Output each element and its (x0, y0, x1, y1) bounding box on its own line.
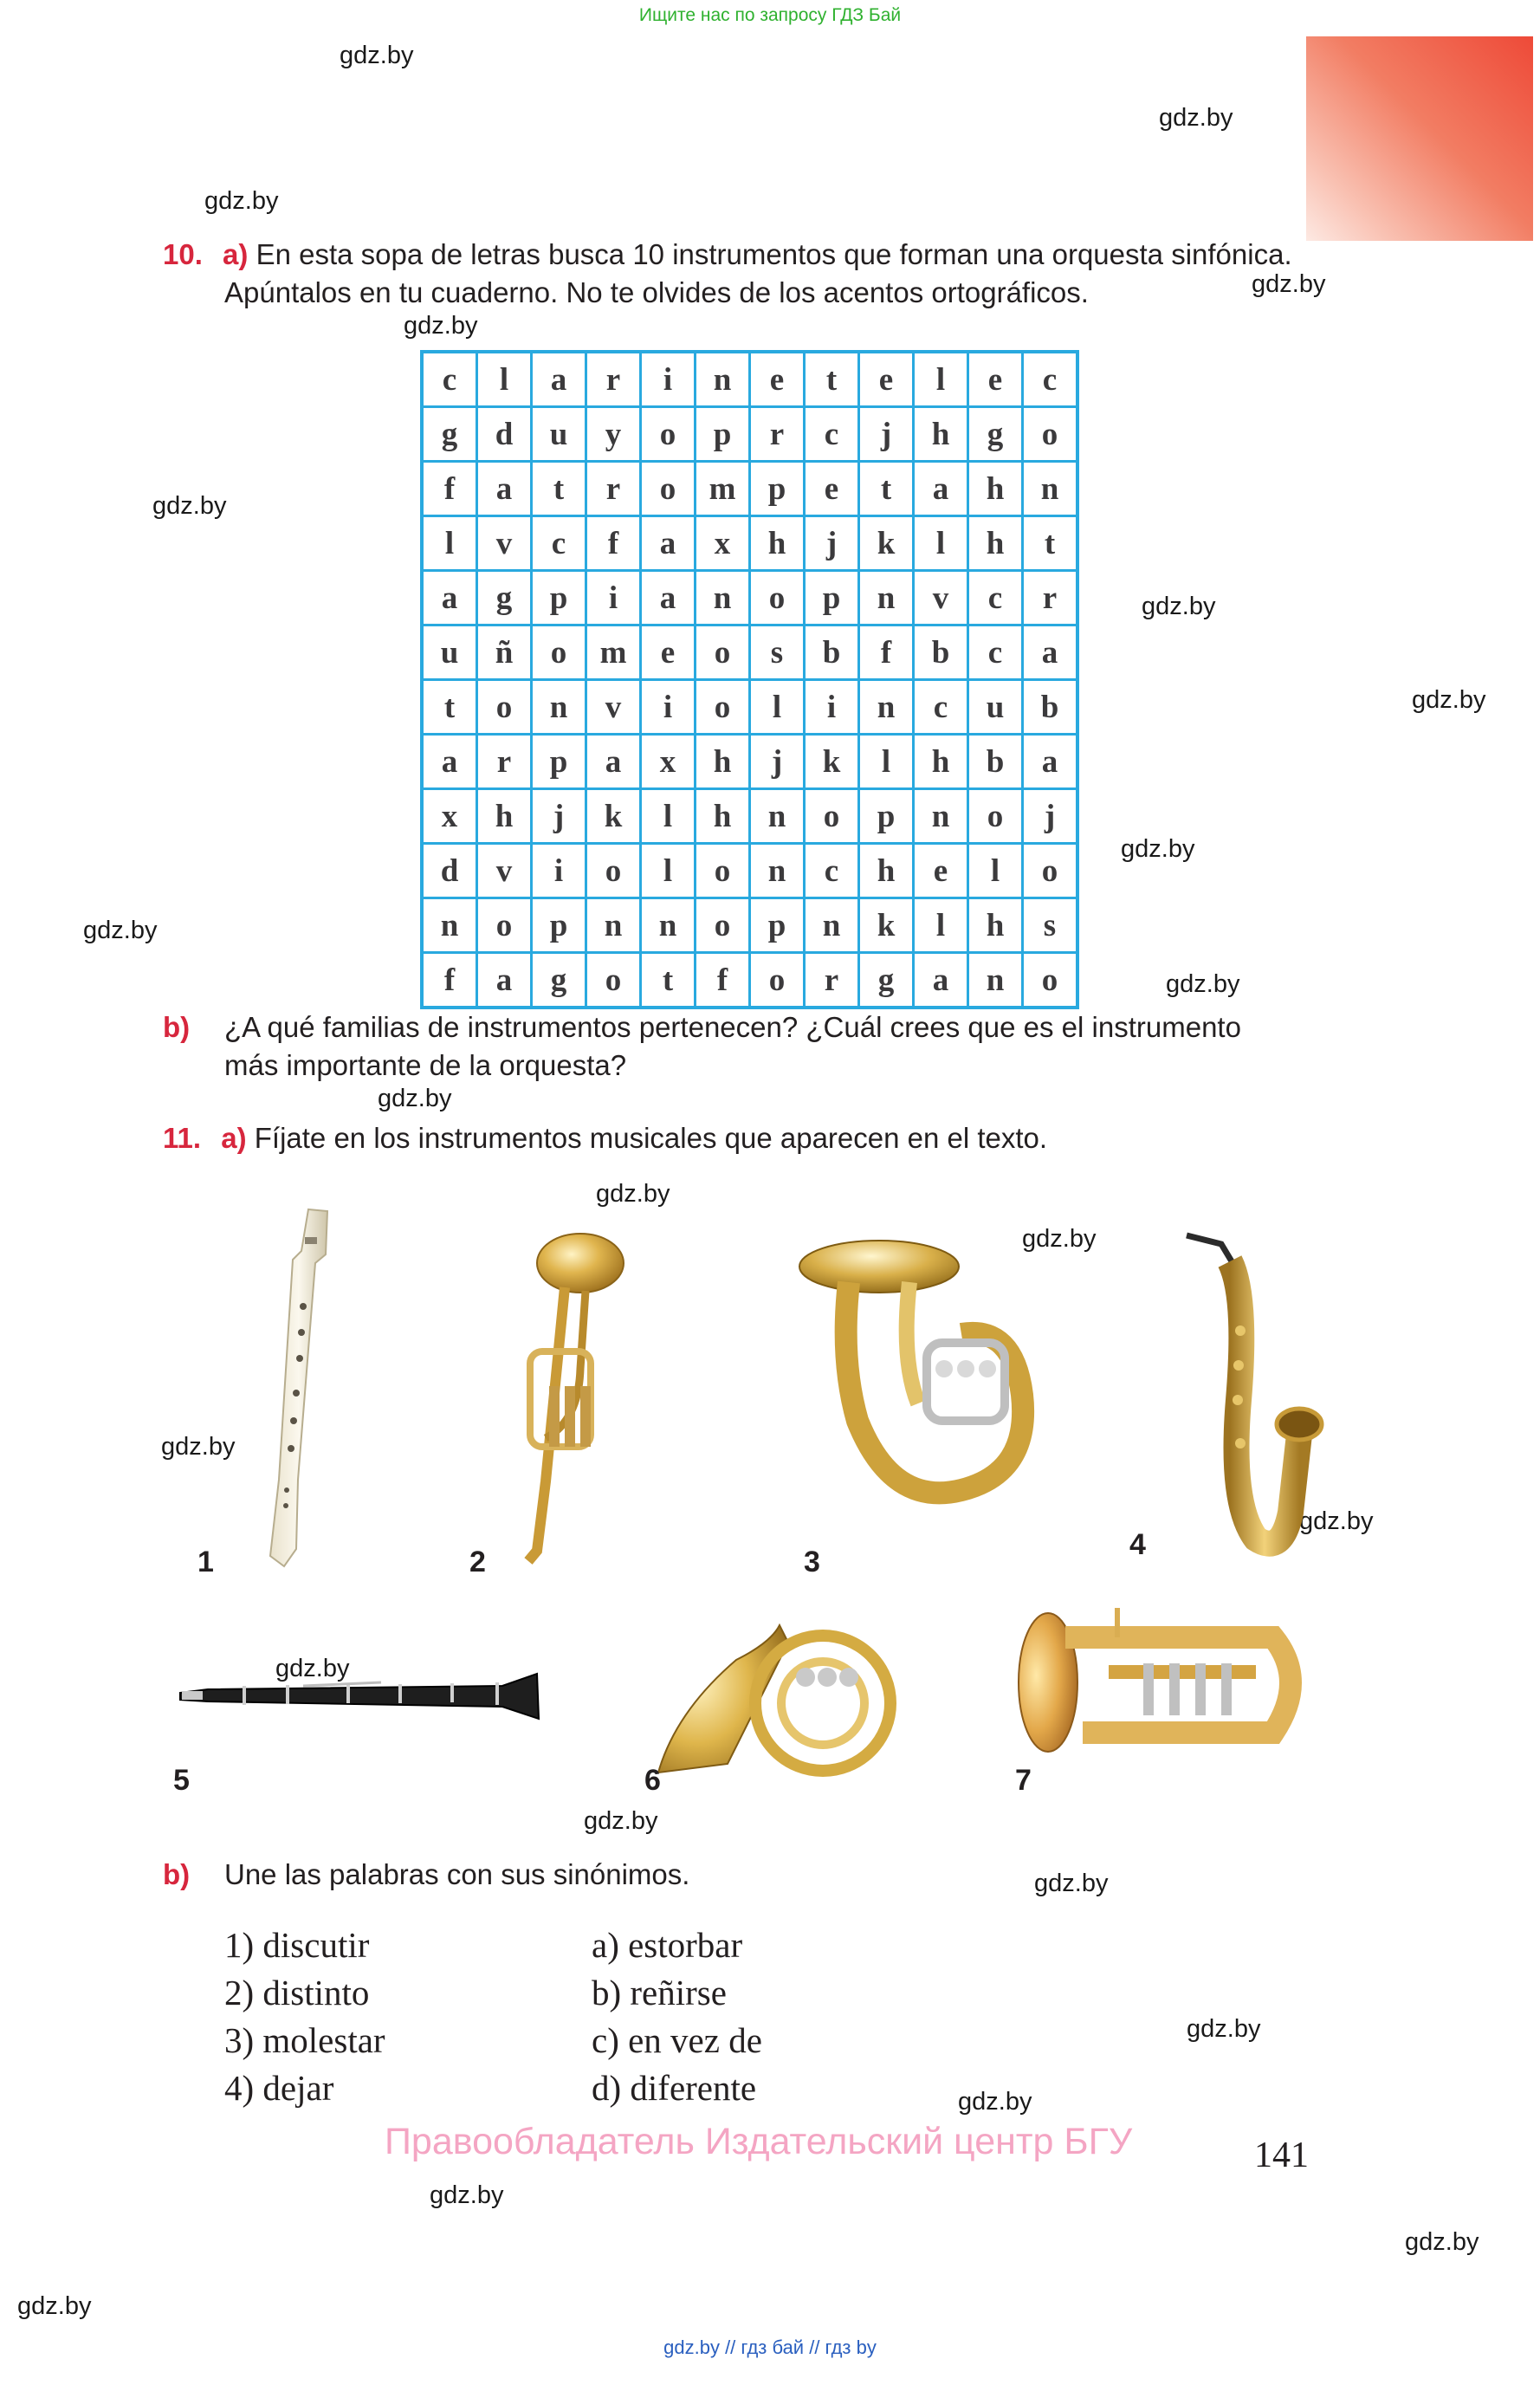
grid-cell: i (805, 680, 859, 735)
watermark: gdz.by (1187, 2015, 1261, 2043)
watermark: gdz.by (1252, 270, 1326, 298)
grid-cell: f (696, 953, 750, 1008)
grid-cell: j (750, 735, 805, 789)
task-text: más importante de la orquesta? (224, 1049, 627, 1081)
task-text: Une las palabras con sus sinónimos. (224, 1858, 690, 1890)
grid-cell: h (968, 898, 1023, 953)
subtask-label: a) (223, 238, 249, 270)
euphonium-icon (1013, 1603, 1317, 1776)
grid-cell: f (859, 625, 914, 680)
watermark: gdz.by (958, 2088, 1032, 2116)
grid-cell: n (532, 680, 586, 735)
grid-row (422, 516, 1077, 571)
grid-cell: l (968, 844, 1023, 898)
grid-cell: o (1023, 953, 1078, 1008)
grid-cell: h (859, 844, 914, 898)
watermark: gdz.by (340, 42, 414, 69)
grid-cell: o (586, 844, 641, 898)
grid-cell: ñ (477, 625, 532, 680)
grid-cell: a (1023, 735, 1078, 789)
task-text: Apúntalos en tu cuaderno. No te olvides de los acentos ortográficos. (224, 276, 1089, 308)
watermark: gdz.by (1034, 1870, 1109, 1897)
watermark: gdz.by (83, 917, 158, 944)
grid-row (422, 789, 1077, 844)
grid-cell: p (859, 789, 914, 844)
watermark: gdz.by (1405, 2228, 1479, 2256)
grid-cell: i (641, 352, 696, 407)
footer-links[interactable]: gdz.by // гдз бай // гдз by (663, 2336, 877, 2358)
grid-cell: g (859, 953, 914, 1008)
recorder-icon (232, 1202, 353, 1575)
grid-cell: t (422, 680, 477, 735)
grid-cell: o (750, 953, 805, 1008)
grid-cell: a (477, 462, 532, 516)
grid-cell: n (859, 571, 914, 625)
grid-cell: d (477, 407, 532, 462)
saxophone-icon (1169, 1227, 1325, 1565)
grid-cell: o (586, 953, 641, 1008)
grid-cell: r (586, 462, 641, 516)
grid-cell: s (1023, 898, 1078, 953)
grid-cell: a (914, 953, 968, 1008)
grid-row (422, 898, 1077, 953)
grid-cell: g (532, 953, 586, 1008)
grid-cell: e (968, 352, 1023, 407)
grid-cell: s (750, 625, 805, 680)
grid-cell: j (1023, 789, 1078, 844)
grid-cell: j (805, 516, 859, 571)
grid-cell: a (641, 571, 696, 625)
grid-cell: a (914, 462, 968, 516)
grid-cell: o (532, 625, 586, 680)
watermark: gdz.by (1022, 1225, 1097, 1253)
grid-cell: g (477, 571, 532, 625)
grid-cell: o (750, 571, 805, 625)
grid-cell: a (532, 352, 586, 407)
grid-cell: u (968, 680, 1023, 735)
grid-cell: n (859, 680, 914, 735)
synonym-word: 2) distinto (224, 1973, 370, 2012)
watermark: gdz.by (17, 2292, 92, 2320)
grid-cell: p (532, 898, 586, 953)
grid-cell: e (914, 844, 968, 898)
grid-cell: c (805, 844, 859, 898)
grid-row (422, 953, 1077, 1008)
grid-cell: n (968, 953, 1023, 1008)
watermark: gdz.by (596, 1180, 670, 1208)
grid-cell: h (968, 516, 1023, 571)
grid-cell: a (422, 571, 477, 625)
synonym-word: c) en vez de (592, 2020, 762, 2060)
grid-cell: h (696, 789, 750, 844)
grid-cell: c (532, 516, 586, 571)
grid-cell: o (696, 680, 750, 735)
grid-cell: n (696, 571, 750, 625)
grid-cell: l (750, 680, 805, 735)
watermark: gdz.by (204, 187, 279, 215)
grid-cell: k (586, 789, 641, 844)
grid-cell: f (422, 462, 477, 516)
watermark: gdz.by (584, 1807, 658, 1835)
watermark: gdz.by (161, 1433, 236, 1461)
grid-row (422, 462, 1077, 516)
grid-row (422, 680, 1077, 735)
top-banner[interactable]: Ищите нас по запросу ГДЗ Бай (638, 5, 902, 25)
grid-cell: x (641, 735, 696, 789)
grid-row (422, 844, 1077, 898)
grid-cell: r (805, 953, 859, 1008)
grid-cell: x (696, 516, 750, 571)
grid-cell: n (750, 789, 805, 844)
grid-cell: h (696, 735, 750, 789)
watermark: gdz.by (378, 1085, 452, 1112)
grid-cell: l (914, 352, 968, 407)
watermark: gdz.by (152, 492, 227, 520)
clarinet-icon (173, 1662, 546, 1731)
image-label: 2 (469, 1546, 486, 1578)
synonym-word: a) estorbar (592, 1925, 743, 1965)
subtask-label: b) (163, 1011, 191, 1043)
grid-cell: t (1023, 516, 1078, 571)
grid-cell: y (586, 407, 641, 462)
grid-cell: v (477, 844, 532, 898)
grid-cell: m (586, 625, 641, 680)
grid-cell: o (696, 844, 750, 898)
grid-cell: k (859, 898, 914, 953)
grid-cell: m (696, 462, 750, 516)
grid-cell: f (422, 953, 477, 1008)
grid-cell: n (641, 898, 696, 953)
grid-cell: c (805, 407, 859, 462)
grid-cell: n (696, 352, 750, 407)
image-label: 6 (644, 1764, 661, 1797)
image-label: 3 (804, 1546, 820, 1578)
watermark: gdz.by (1159, 104, 1233, 132)
grid-cell: p (750, 898, 805, 953)
subtask-label: a) (221, 1122, 247, 1154)
grid-cell: i (586, 571, 641, 625)
grid-cell: o (641, 462, 696, 516)
image-label: 5 (173, 1764, 190, 1797)
grid-cell: h (968, 462, 1023, 516)
grid-cell: p (532, 571, 586, 625)
grid-cell: n (586, 898, 641, 953)
watermark: gdz.by (275, 1655, 350, 1682)
grid-cell: l (422, 516, 477, 571)
grid-cell: o (477, 680, 532, 735)
synonym-word: 3) molestar (224, 2020, 385, 2060)
grid-cell: c (422, 352, 477, 407)
word-search-grid (420, 350, 1079, 1009)
task10-a (163, 236, 1332, 274)
grid-cell: c (1023, 352, 1078, 407)
grid-row (422, 352, 1077, 407)
grid-cell: b (914, 625, 968, 680)
grid-cell: a (641, 516, 696, 571)
grid-cell: g (422, 407, 477, 462)
grid-row (422, 407, 1077, 462)
task-text: ¿A qué familias de instrumentos pertenecen? ¿Cuál crees que es el instrumento (224, 1011, 1241, 1043)
grid-cell: o (968, 789, 1023, 844)
grid-cell: t (859, 462, 914, 516)
grid-cell: f (586, 516, 641, 571)
grid-cell: p (750, 462, 805, 516)
grid-cell: x (422, 789, 477, 844)
grid-cell: o (641, 407, 696, 462)
watermark: gdz.by (404, 312, 478, 340)
grid-cell: l (641, 844, 696, 898)
grid-cell: p (696, 407, 750, 462)
grid-cell: d (422, 844, 477, 898)
grid-cell: h (914, 407, 968, 462)
grid-cell: e (859, 352, 914, 407)
synonym-word: b) reñirse (592, 1973, 727, 2012)
page-number: 141 (1254, 2135, 1309, 2175)
grid-cell: t (641, 953, 696, 1008)
grid-cell: n (914, 789, 968, 844)
grid-cell: n (422, 898, 477, 953)
grid-cell: j (859, 407, 914, 462)
grid-cell: l (914, 898, 968, 953)
grid-row (422, 571, 1077, 625)
grid-cell: l (914, 516, 968, 571)
grid-cell: u (532, 407, 586, 462)
synonyms-right-column (592, 1922, 762, 2112)
subtask-label: b) (163, 1858, 191, 1890)
grid-cell: b (1023, 680, 1078, 735)
watermark: gdz.by (430, 2181, 504, 2209)
task-text: En esta sopa de letras busca 10 instrumentos que forman una orquesta sinfónica. (256, 238, 1292, 270)
image-label: 4 (1129, 1528, 1146, 1561)
synonym-word: 1) discutir (224, 1925, 370, 1965)
grid-cell: l (477, 352, 532, 407)
trumpet-icon (485, 1222, 641, 1568)
grid-cell: v (914, 571, 968, 625)
grid-row (422, 735, 1077, 789)
grid-cell: k (805, 735, 859, 789)
grid-cell: v (586, 680, 641, 735)
watermark: gdz.by (1121, 835, 1195, 863)
grid-cell: c (968, 571, 1023, 625)
grid-cell: u (422, 625, 477, 680)
grid-cell: e (805, 462, 859, 516)
synonym-word: 4) dejar (224, 2068, 334, 2108)
grid-cell: l (859, 735, 914, 789)
watermark: gdz.by (1412, 686, 1486, 714)
grid-cell: h (750, 516, 805, 571)
grid-row (422, 625, 1077, 680)
tenor-horn-icon (797, 1230, 1057, 1525)
corner-decoration (1306, 36, 1533, 241)
synonym-word: d) diferente (592, 2068, 757, 2108)
task-number: 10. (163, 238, 203, 270)
grid-cell: i (641, 680, 696, 735)
grid-cell: k (859, 516, 914, 571)
image-label: 1 (197, 1546, 214, 1578)
grid-cell: o (477, 898, 532, 953)
grid-cell: i (532, 844, 586, 898)
grid-cell: n (1023, 462, 1078, 516)
grid-cell: h (914, 735, 968, 789)
grid-cell: g (968, 407, 1023, 462)
grid-cell: v (477, 516, 532, 571)
grid-cell: o (1023, 844, 1078, 898)
grid-cell: n (750, 844, 805, 898)
grid-cell: p (532, 735, 586, 789)
grid-cell: a (1023, 625, 1078, 680)
grid-cell: r (477, 735, 532, 789)
copyright-notice: Правообладатель Издательский центр БГУ (385, 2121, 1133, 2162)
grid-cell: a (477, 953, 532, 1008)
grid-cell: p (805, 571, 859, 625)
grid-cell: n (805, 898, 859, 953)
grid-cell: t (805, 352, 859, 407)
grid-cell: e (750, 352, 805, 407)
grid-cell: a (586, 735, 641, 789)
grid-cell: o (696, 625, 750, 680)
grid-cell: e (641, 625, 696, 680)
grid-cell: b (805, 625, 859, 680)
image-label: 7 (1015, 1764, 1032, 1797)
grid-cell: o (696, 898, 750, 953)
watermark: gdz.by (1299, 1507, 1374, 1535)
grid-cell: j (532, 789, 586, 844)
grid-cell: t (532, 462, 586, 516)
grid-cell: c (968, 625, 1023, 680)
synonyms-left-column (224, 1922, 385, 2112)
grid-cell: l (641, 789, 696, 844)
grid-cell: r (1023, 571, 1078, 625)
task-number: 11. (163, 1122, 202, 1154)
task11-a (163, 1119, 1375, 1157)
grid-cell: o (1023, 407, 1078, 462)
grid-cell: r (750, 407, 805, 462)
watermark: gdz.by (1142, 593, 1216, 620)
grid-cell: a (422, 735, 477, 789)
french-horn-icon (641, 1591, 927, 1798)
watermark: gdz.by (1166, 970, 1240, 998)
grid-cell: h (477, 789, 532, 844)
grid-cell: c (914, 680, 968, 735)
task-text: Fíjate en los instrumentos musicales que aparecen en el texto. (254, 1122, 1048, 1154)
grid-cell: b (968, 735, 1023, 789)
grid-cell: r (586, 352, 641, 407)
grid-cell: o (805, 789, 859, 844)
